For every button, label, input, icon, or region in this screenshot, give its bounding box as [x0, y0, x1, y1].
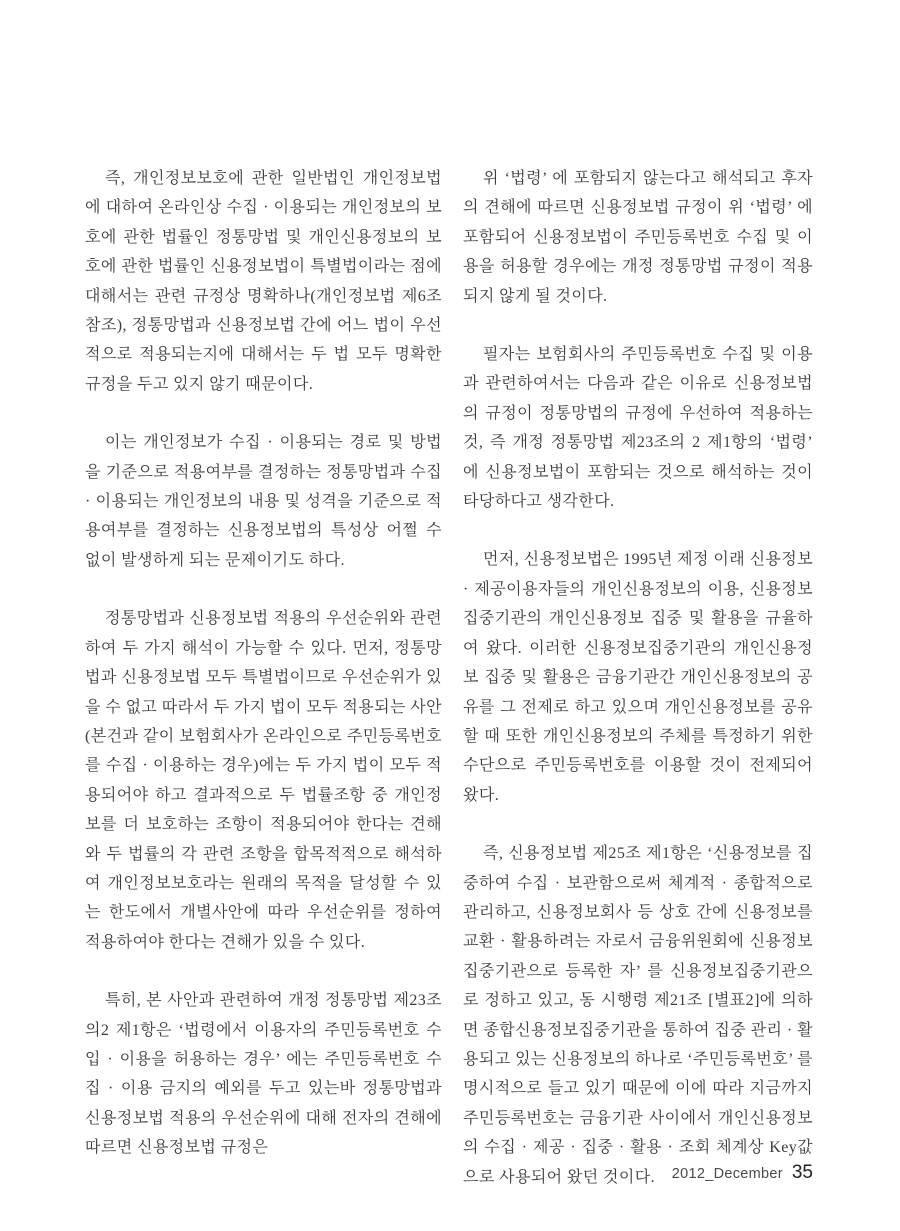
paragraph: 위 ‘법령’ 에 포함되지 않는다고 해석되고 후자의 견해에 따르면 신용정보법 규정이 위 ‘법령’ 에 포함되어 신용정보법이 주민등록번호 수집 및 이용을 허용할 경우에는 개정 정통망법 규정이 적용되지 않게 될 것이다.: [463, 170, 813, 305]
left-column: [85, 164, 442, 1192]
paragraph: 즉, 개인정보보호에 관한 일반법인 개인정보법에 대하여 온라인상 수집 · 이용되는 개인정보의 보호에 관한 법률인 정통망법 및 개인신용정보의 보호에 관한 법률인 신용정보법이 특별법이라는 점에 대해서는 관련 규정상 명확하나(개인정보법 제6조 참조), 정통망법과 신용정보법 간에 어느 법이 우선적으로 적용되는지에 대해서는 두 법 모두 명확한 규정을 두고 있지 않기 때문이다.: [85, 170, 442, 393]
paragraph: 즉, 신용정보법 제25조 제1항은 ‘신용정보를 집중하여 수집 · 보관함으로써 체계적 · 종합적으로 관리하고, 신용정보회사 등 상호 간에 신용정보를 교환 · 활용하려는 자로서 금융위원회에 신용정보집중기관으로 등록한 자’ 를 신용정보집중기관으로 정하고 있고, 동 시행령 제21조 [별표2]에 의하면 종합신용정보집중기관을 통하여 집중 관리 · 활용되고 있는 신용정보의 하나로 ‘주민등록번호’ 를 명시적으로 들고 있기 때문에 이에 따라 지금까지 주민등록번호는 금융기관 사이에서 개인신용정보의 수집 · 제공 · 집중 · 활용 · 조회 체계상 Key값으로 사용되어 왔던 것이다.: [463, 845, 813, 1186]
paragraph: 먼저, 신용정보법은 1995년 제정 이래 신용정보 · 제공이용자들의 개인신용정보의 이용, 신용정보집중기관의 개인신용정보 집중 및 활용을 규율하여 왔다. 이러한 신용정보집중기관의 개인신용정보 집중 및 활용은 금융기관간 개인신용정보의 공유를 그 전제로 하고 있으며 개인신용정보를 공유할 때 또한 개인신용정보의 주체를 특정하기 위한 수단으로 주민등록번호를 이용할 것이 전제되어 왔다.: [463, 551, 813, 804]
footer-issue: 2012_December: [671, 1166, 783, 1182]
paragraph: 이는 개인정보가 수집 · 이용되는 경로 및 방법을 기준으로 적용여부를 결정하는 정통망법과 수집 · 이용되는 개인정보의 내용 및 성격을 기준으로 적용여부를 결정하는 신용정보법의 특성상 어쩔 수 없이 발생하게 되는 문제이기도 하다.: [85, 434, 442, 569]
right-column: [463, 164, 813, 1221]
paragraph: 필자는 보험회사의 주민등록번호 수집 및 이용과 관련하여서는 다음과 같은 이유로 신용정보법의 규정이 정통망법의 규정에 우선하여 적용하는 것, 즉 개정 정통망법 제23조의 2 제1항의 ‘법령’ 에 신용정보법이 포함되는 것으로 해석하는 것이 타당하다고 생각한다.: [463, 346, 813, 511]
paragraph: 특히, 본 사안과 관련하여 개정 정통망법 제23조의2 제1항은 ‘법령에서 이용자의 주민등록번호 수입 · 이용을 허용하는 경우’ 에는 주민등록번호 수집 · 이용 금지의 예외를 두고 있는바 정통망법과 신용정보법 적용의 우선순위에 대해 전자의 견해에 따르면 신용정보법 규정은: [85, 992, 442, 1157]
footer-page-number: 35: [791, 1162, 813, 1183]
paragraph: 정통망법과 신용정보법 적용의 우선순위와 관련하여 두 가지 해석이 가능할 수 있다. 먼저, 정통망법과 신용정보법 모두 특별법이므로 우선순위가 있을 수 없고 따라서 두 가지 법이 모두 적용되는 사안(본건과 같이 보험회사가 온라인으로 주민등록번호를 수집 · 이용하는 경우)에는 두 가지 법이 모두 적용되어야 하고 결과적으로 두 법률조항 중 개인정보를 더 보호하는 조항이 적용되어야 한다는 견해와 두 법률의 각 관련 조항을 합목적적으로 해석하여 개인정보보호라는 원래의 목적을 달성할 수 있는 한도에서 개별사안에 따라 우선순위를 정하여 적용하여야 한다는 견해가 있을 수 있다.: [85, 610, 442, 951]
page-footer: [672, 1162, 813, 1184]
